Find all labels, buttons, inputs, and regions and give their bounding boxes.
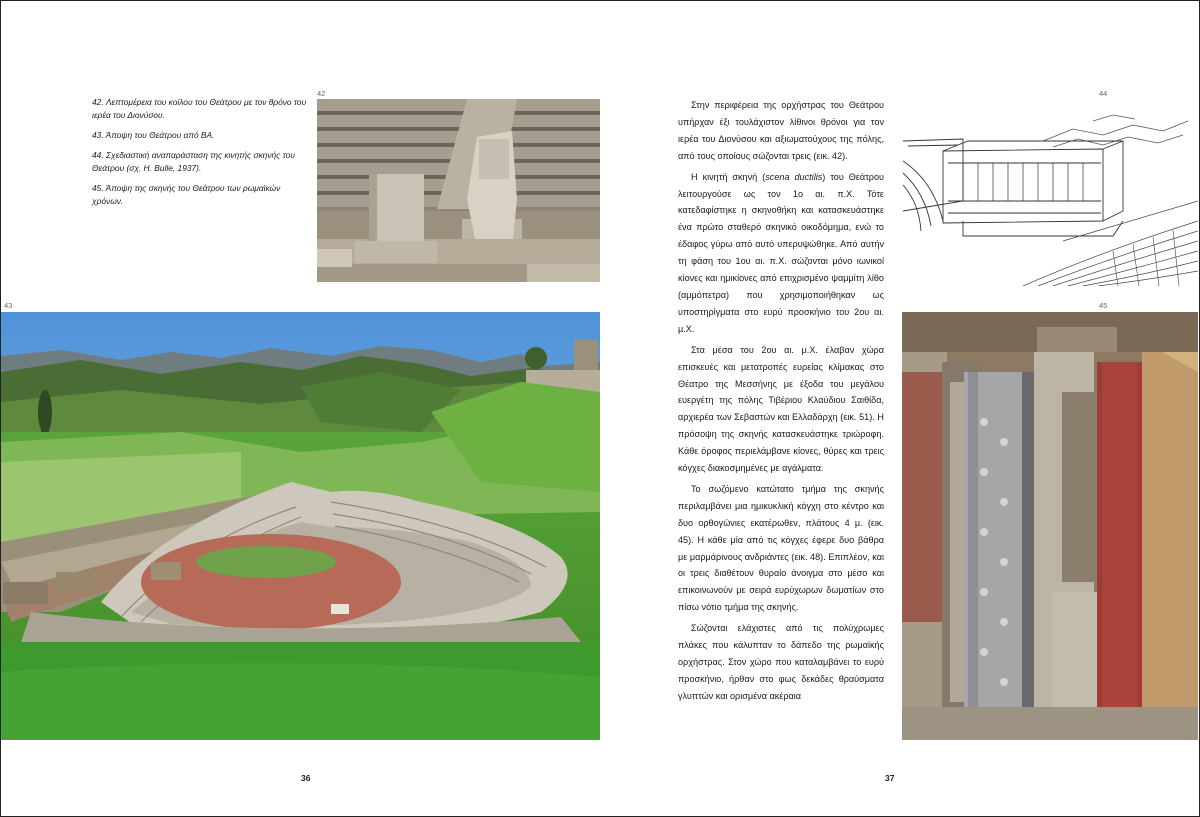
paragraph-5: Σώζονται ελάχιστες από τις πολύχρωμες πλάκες που κάλυπταν το δάπεδο της ρωμαϊκής ορχήστρας. Στον χώρο που καταλαμβάνει το ευρύ προσκήνιο, ήρθαν στο φως δεκάδες θραύσματα γλυπτών και ορισμένα ακέραια — [678, 623, 884, 701]
paragraph-2 — [678, 169, 884, 338]
photo-theatre-view-ne — [1, 312, 600, 740]
paragraph-2-end: ) του Θεάτρου λειτουργούσε ως τον 1ο αι. π.Χ. Τότε κατεδαφίστηκε η σκηνοθήκη και κατασκευάστηκε ένα πρώτο σταθερό σκηνικό οικοδόμημα, ενώ το έδαφος γύρω από αυτό υπερυψώθηκε. Από αυτήν τη φάση του 1ου αι. π.Χ. σώζονται μόνο ιωνικοί κίονες και ημικίονες από επιχρισμένο ψαμμίτη λίθο (αμμόπετρα) που χρησιμοποιήθηκαν ως υποστηρίγματα στο ευρύ προσκήνιο του 2ου αι. μ.Χ. — [678, 171, 884, 334]
figure-number-44: 44 — [1099, 89, 1108, 98]
caption-43: 43. Άποψη του Θεάτρου από ΒΑ. — [92, 130, 215, 140]
caption-45: 45. Άποψη της σκηνής του Θεάτρου των ρωμαϊκών χρόνων. — [92, 183, 281, 206]
caption-44: 44. Σχεδιαστική αναπαράσταση της κινητής σκηνής του Θεάτρου (σχ. H. Bulle, 1937). — [92, 150, 295, 173]
drawing-movable-stage-reconstruction — [903, 101, 1198, 286]
paragraph-2-start: Η κινητή σκηνή ( — [691, 171, 766, 182]
paragraph-2-italic-term: scena ductilis — [765, 171, 823, 182]
main-text-column — [678, 97, 884, 709]
paragraph-1: Στην περιφέρεια της ορχήστρας του Θεάτρου υπήρχαν έξι τουλάχιστον λίθινοι θρόνοι για τον ιερέα του Διονύσου και αξιωματούχους της πόλης, από τους οποίους σώζονται τρεις (εικ. 42). — [678, 100, 884, 161]
photo-theatre-throne — [317, 99, 600, 282]
page-number-right: 37 — [885, 773, 895, 783]
paragraph-3: Στα μέσα του 2ου αι. μ.Χ. έλαβαν χώρα επισκευές και μετατροπές ευρείας κλίμακας στο Θέατρο της Μεσσήνης με έξοδα του μεγάλου ευεργέτη της πόλης Τιβέριου Κλαύδιου Σαιθίδα, αρχιερέα των Σεβαστών και Ελλαδάρχη (εικ. 51). Η πρόσοψη της σκηνής κατασκευάστηκε τριώροφη. Κάθε όροφος περιελάμβανε κίονες, θύρες και τρεις κόγχες διακοσμημένες με αγάλματα. — [678, 344, 884, 474]
figure-number-45: 45 — [1099, 301, 1108, 310]
caption-42: 42. Λεπτομέρεια του κοίλου του Θεάτρου με τον θρόνο του ιερέα του Διονύσου. — [92, 97, 307, 120]
figure-number-42: 42 — [317, 89, 326, 98]
figure-number-43: 43 — [4, 301, 13, 310]
page-number-left: 36 — [301, 773, 311, 783]
paragraph-4: Το σωζόμενο κατώτατο τμήμα της σκηνής περιλαμβάνει μια ημικυκλική κόγχη στο κέντρο και δυο ορθογώνιες εκατέρωθεν, πλάτους 4 μ. (εικ. 45). Η κάθε μία από τις κόγχες έφερε δυο βάθρα με μαρμάρινους ανδριάντες (εικ. 48). Επιπλέον, και οι τρεις διαθέτουν θυραίο άνοιγμα στο μέσο και επικοινωνούν με σειρά ευρύχωρων δωματίων στο πίσω νότιο τμήμα της σκηνής. — [678, 483, 884, 613]
figure-captions — [92, 96, 307, 215]
photo-roman-stage-aerial — [902, 312, 1198, 740]
